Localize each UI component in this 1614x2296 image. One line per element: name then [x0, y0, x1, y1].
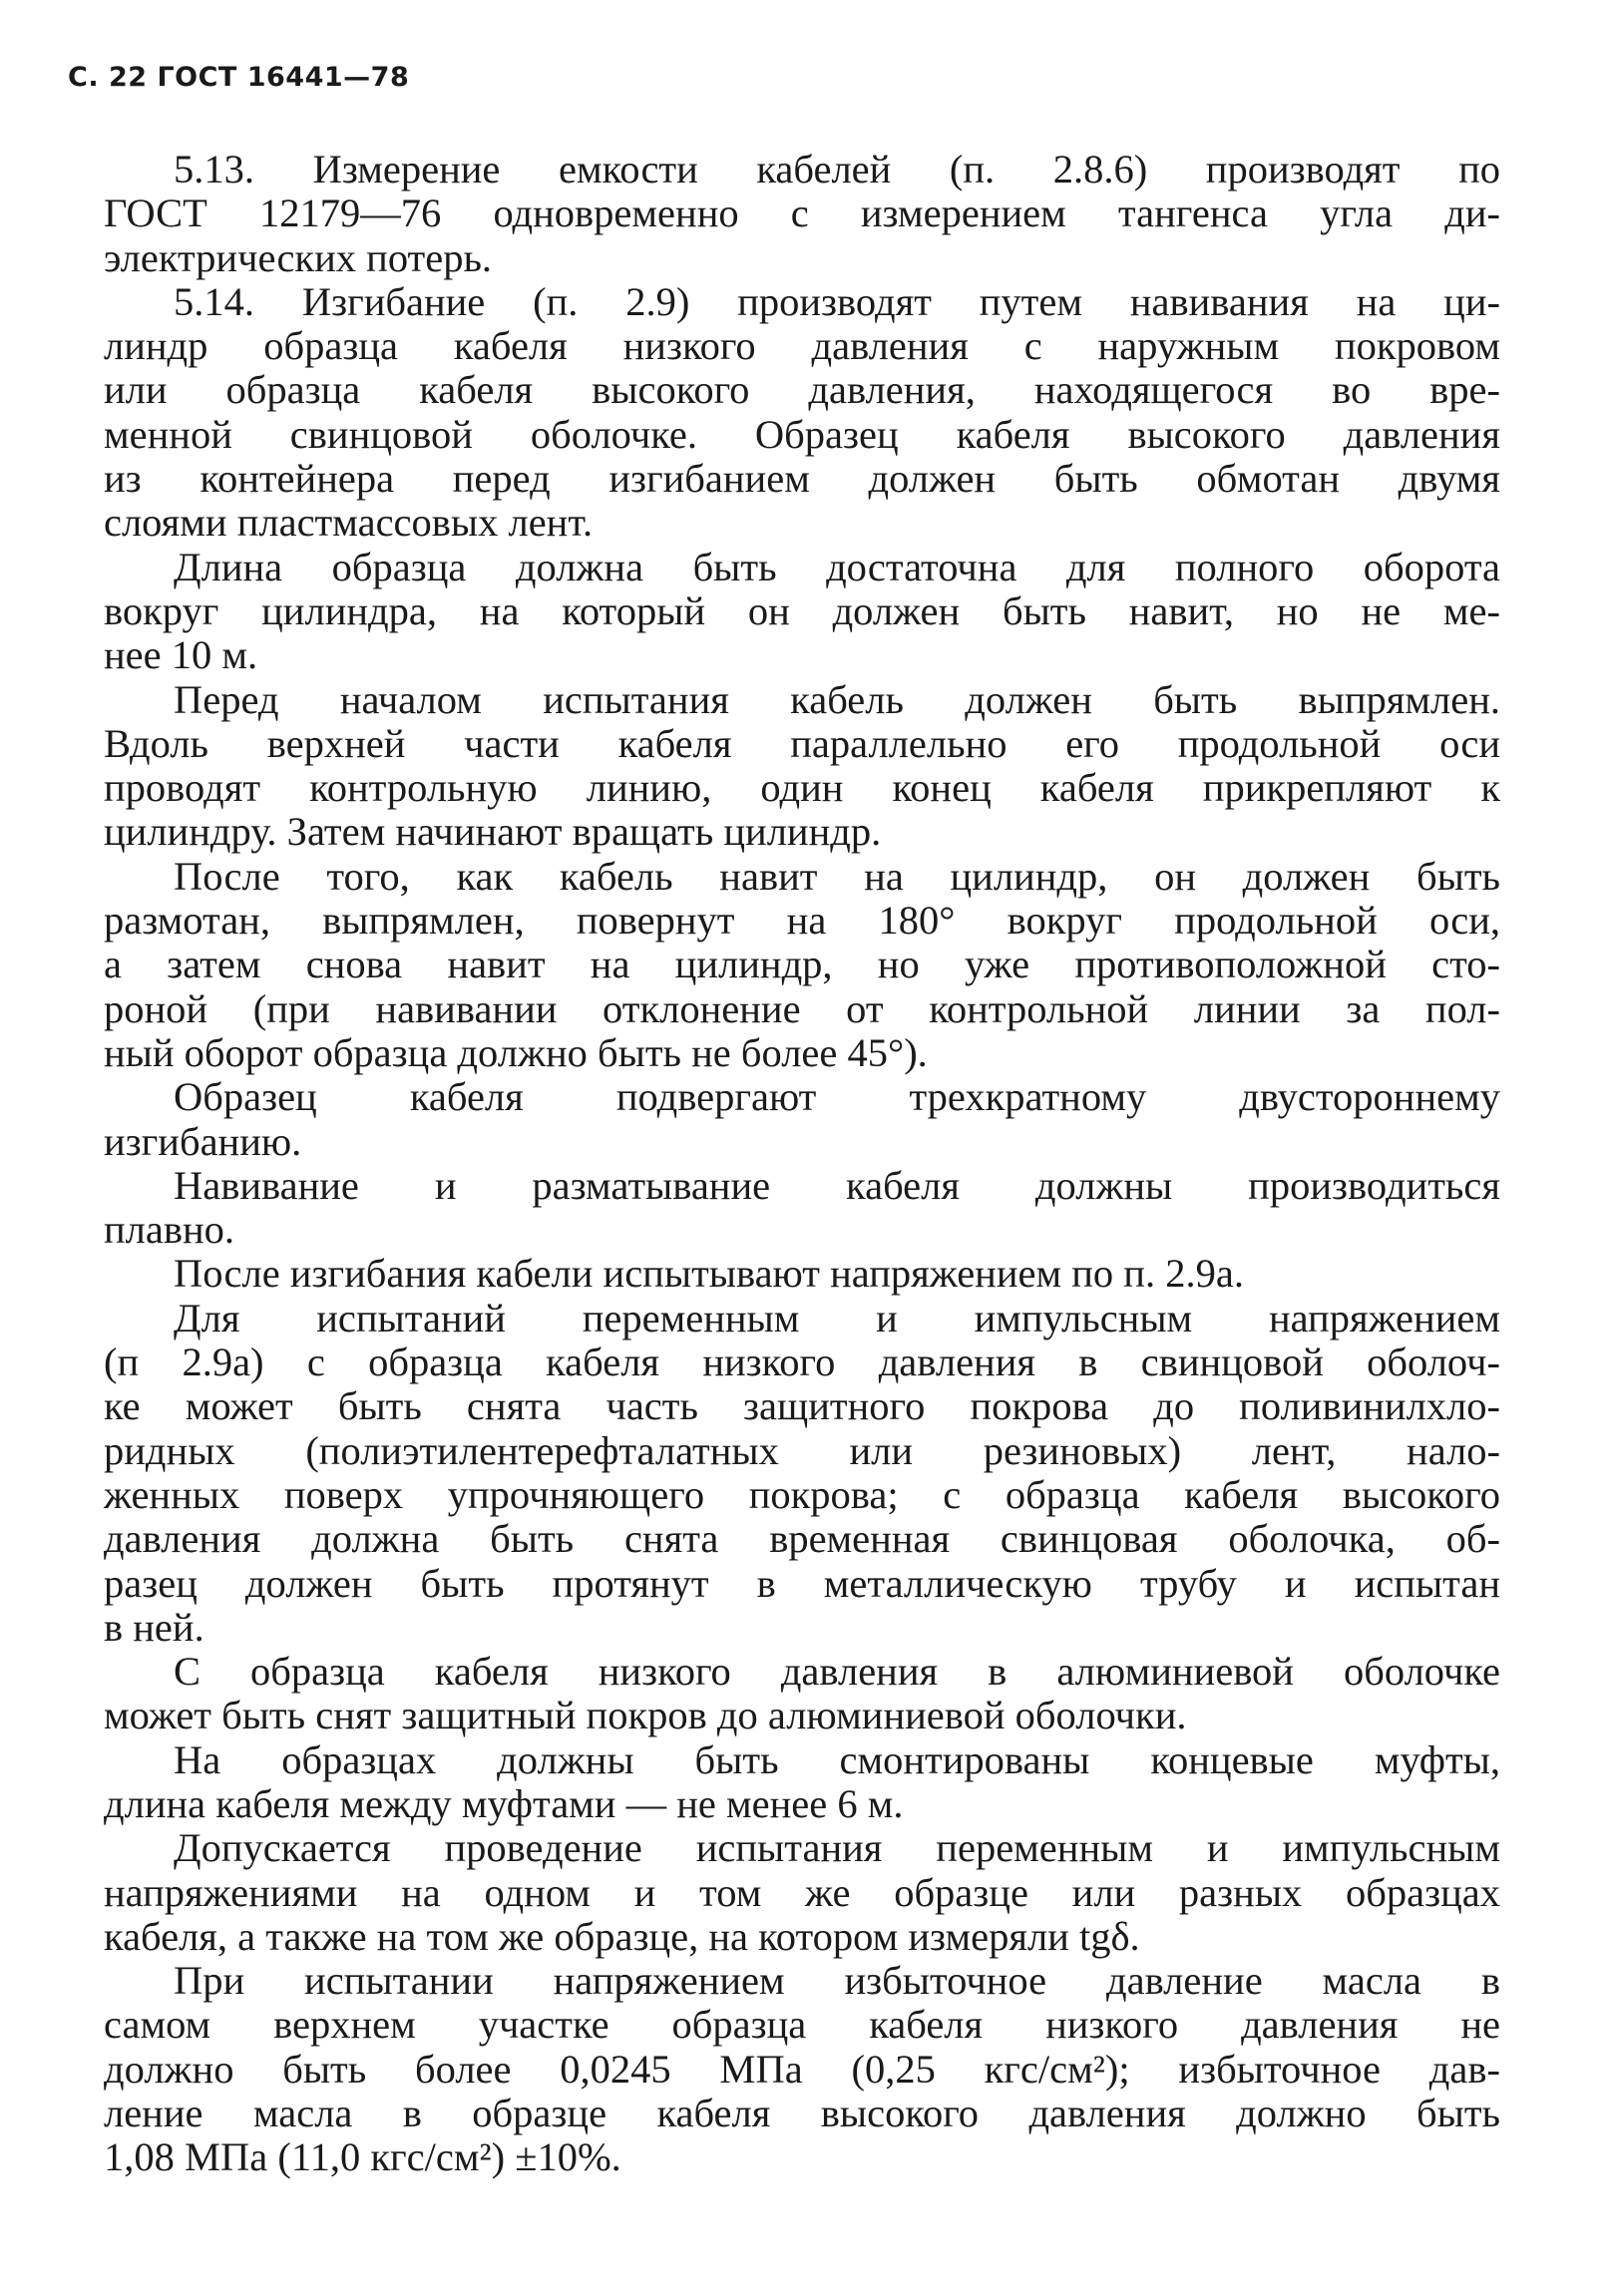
text-line: ке может быть снята часть защитного покрова до поливинилхло-: [104, 1383, 1500, 1429]
text-line: самом верхнем участке образца кабеля низкого давления не: [104, 2002, 1500, 2048]
text-line: После изгибания кабели испытывают напряжением по п. 2.9а.: [174, 1251, 1244, 1297]
text-line: роной (при навивании отклонение от контрольной линии за пол-: [104, 985, 1500, 1031]
text-line: Образец кабеля подвергают трехкратному двустороннему: [174, 1074, 1500, 1120]
paragraph-end-sleeves: [104, 1738, 1500, 1827]
text-line: кабеля, а также на том же образце, на котором измеряли tgδ.: [104, 1913, 1140, 1959]
paragraph-5-13: [104, 148, 1500, 280]
text-line: ГОСТ 12179—76 одновременно с измерением тангенса угла ди-: [104, 191, 1500, 236]
text-line: а затем снова навит на цилиндр, но уже противоположной сто-: [104, 942, 1500, 987]
text-line: должно быть более 0,0245 МПа (0,25 кгс/см²); избыточное дав-: [104, 2046, 1500, 2092]
text-line: может быть снят защитный покров до алюминиевой оболочки.: [104, 1693, 1187, 1738]
text-line: менной свинцовой оболочке. Образец кабеля высокого давления: [104, 411, 1500, 457]
paragraph-oil-pressure: [104, 1959, 1500, 2179]
text-line: цилиндру. Затем начинают вращать цилиндр.: [104, 809, 882, 855]
text-line: 5.13. Измерение емкости кабелей (п. 2.8.6) производят по: [174, 147, 1500, 191]
text-line: ридных (полиэтилентерефталатных или резиновых) лент, нало-: [104, 1427, 1500, 1473]
text-line: длина кабеля между муфтами — не менее 6 м.: [104, 1780, 904, 1826]
text-line: слоями пластмассовых лент.: [104, 500, 594, 546]
text-line: 1,08 МПа (11,0 кгс/см²) ±10%.: [104, 2134, 621, 2180]
paragraph-after-winding: [104, 855, 1500, 1075]
text-line: изгибанию.: [104, 1118, 302, 1164]
text-line: Вдоль верхней части кабеля параллельно его продольной оси: [104, 720, 1500, 766]
paragraph-aluminium-sheath: [104, 1650, 1500, 1738]
text-line: из контейнера перед изгибанием должен быть обмотан двумя: [104, 456, 1500, 502]
running-header: С. 22 ГОСТ 16441—78: [68, 62, 410, 93]
text-line: 5.14. Изгибание (п. 2.9) производят путем навивания на ци-: [174, 278, 1500, 324]
text-line: После того, как кабель навит на цилиндр, он должен быть: [174, 853, 1500, 899]
text-line: С образца кабеля низкого давления в алюминиевой оболочке: [174, 1649, 1500, 1695]
text-line: давления должна быть снята временная свинцовая оболочка, об-: [104, 1516, 1500, 1562]
text-line: ный оборот образца должно быть не более 45°).: [104, 1029, 928, 1075]
text-line: напряжениями на одном и том же образце или разных образцах: [104, 1869, 1500, 1915]
text-line: женных поверх упрочняющего покрова; с образца кабеля высокого: [104, 1471, 1500, 1517]
paragraph-sample-length: [104, 546, 1500, 678]
paragraph-voltage-tests: [104, 1297, 1500, 1650]
paragraph-before-test: [104, 678, 1500, 855]
text-line: Навивание и разматывание кабеля должны производиться: [174, 1162, 1500, 1208]
text-line: разец должен быть протянут в металлическую трубу и испытан: [104, 1560, 1500, 1606]
text-line: Перед началом испытания кабель должен быть выпрямлен.: [174, 676, 1500, 722]
text-line: Допускается проведение испытания переменным и импульсным: [174, 1825, 1500, 1871]
text-line: На образцах должны быть смонтированы концевые муфты,: [174, 1736, 1500, 1782]
text-line: ление масла в образце кабеля высокого давления должно быть: [104, 2091, 1500, 2136]
text-line: Для испытаний переменным и импульсным напряжением: [174, 1295, 1500, 1340]
text-line: линдр образца кабеля низкого давления с наружным покровом: [104, 323, 1500, 369]
text-line: размотан, выпрямлен, повернут на 180° вокруг продольной оси,: [104, 898, 1500, 944]
paragraph-allowed-tests: [104, 1826, 1500, 1959]
text-line: проводят контрольную линию, один конец кабеля прикрепляют к: [104, 765, 1500, 811]
paragraph-triple-bending: [104, 1075, 1500, 1164]
text-line: Длина образца должна быть достаточна для полного оборота: [174, 544, 1500, 589]
paragraph-5-14: [104, 280, 1500, 546]
text-line: При испытании напряжением избыточное давление масла в: [174, 1958, 1500, 2004]
text-line: в ней.: [104, 1604, 204, 1650]
text-line: вокруг цилиндра, на который он должен быть навит, но не ме-: [104, 587, 1500, 633]
text-line: или образца кабеля высокого давления, находящегося во вре-: [104, 367, 1500, 413]
paragraph-smooth-winding: [104, 1164, 1500, 1253]
text-line: электрических потерь.: [104, 234, 493, 280]
text-line: плавно.: [104, 1207, 235, 1253]
text-line: (п 2.9а) с образца кабеля низкого давления в свинцовой оболоч-: [104, 1339, 1500, 1385]
paragraph-after-bending: [104, 1252, 1500, 1296]
text-line: нее 10 м.: [104, 632, 258, 678]
document-body: [104, 148, 1500, 2180]
